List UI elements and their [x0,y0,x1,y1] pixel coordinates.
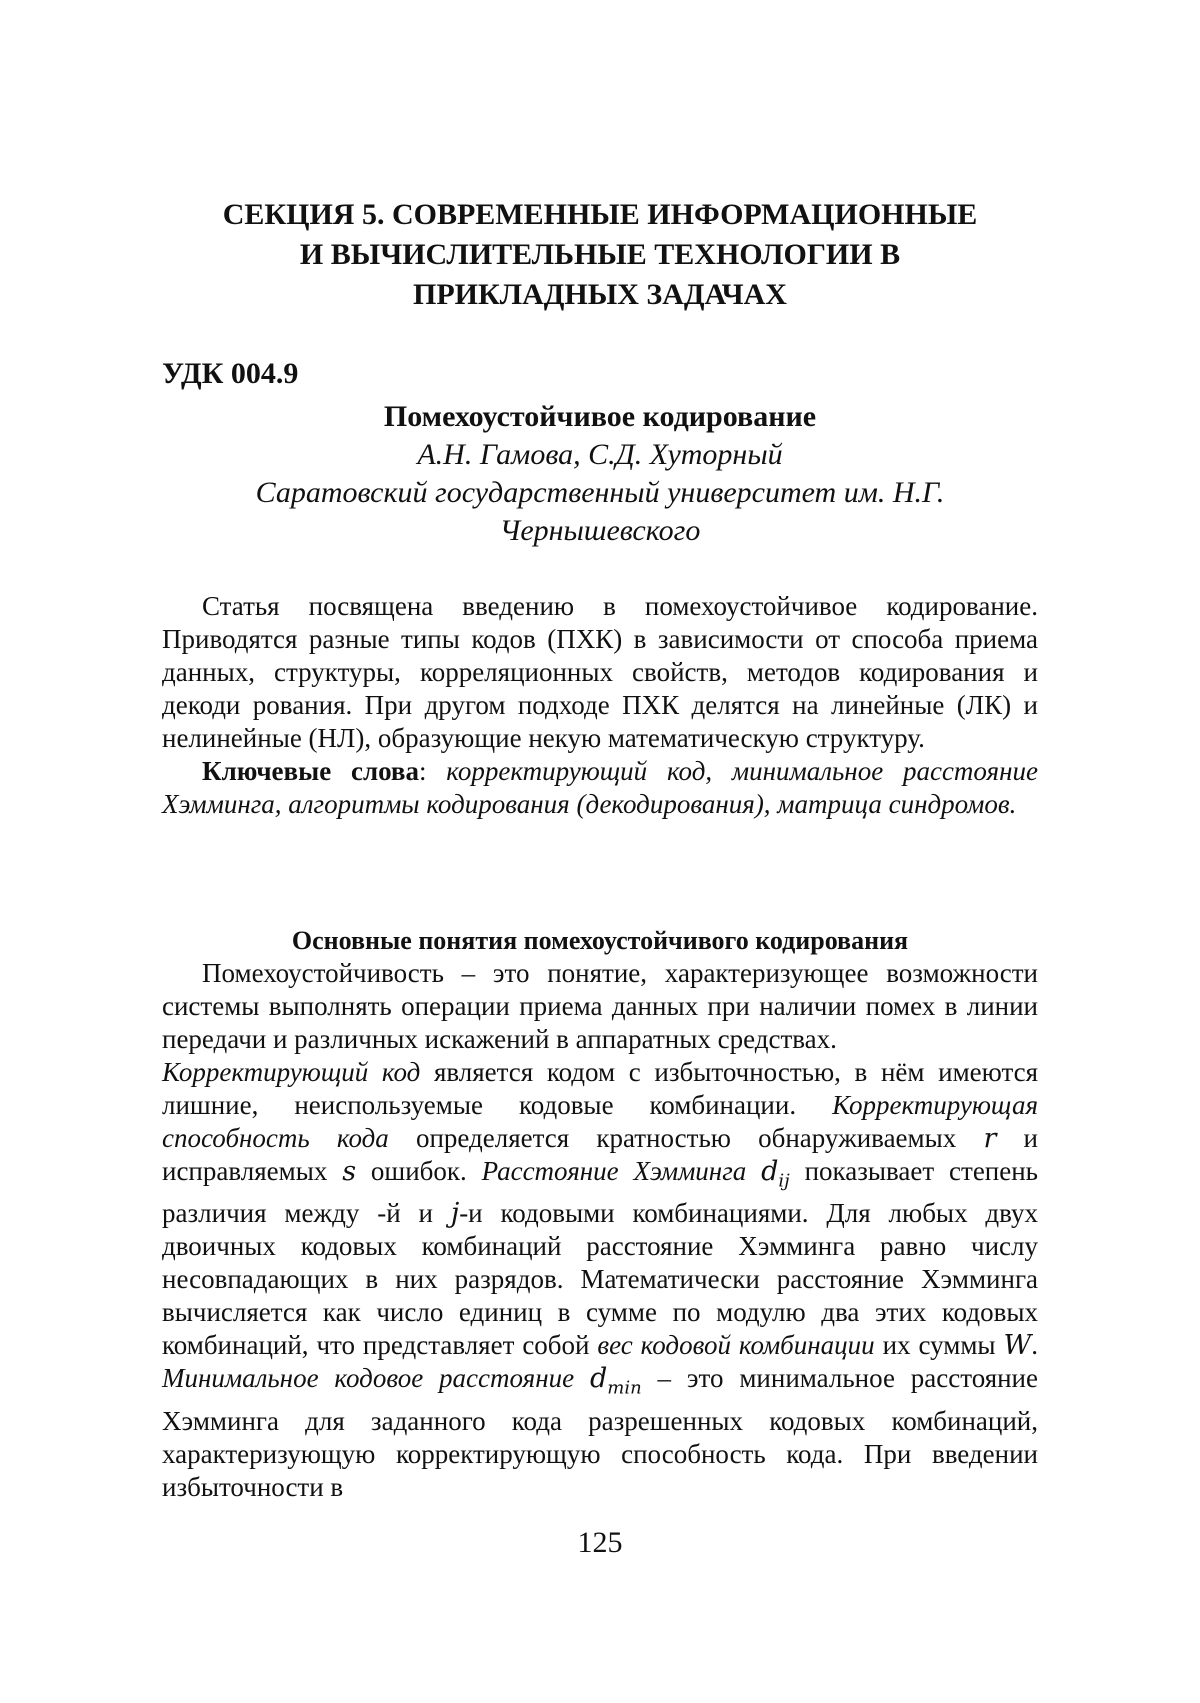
math-s: s [342,1156,356,1187]
math-d: d [590,1363,607,1394]
article-affiliation [162,474,1038,550]
text-run: определяется кратностью обнаруживаемых [389,1123,984,1153]
math-subscript-min: min [607,1378,641,1399]
affiliation-line: Чернышевского [162,512,1038,550]
term-code-weight: вес кодовой комбинации [597,1330,874,1360]
section-title-line: ПРИКЛАДНЫХ ЗАДАЧАХ [120,275,1080,315]
term-min-code-distance: Минимальное кодовое расстояние [162,1363,574,1393]
section-title-line: СЕКЦИЯ 5. СОВРЕМЕННЫЕ ИНФОРМАЦИОННЫЕ [120,195,1080,235]
term-correcting-code: Корректирующий код [162,1057,420,1087]
math-w: W [1003,1330,1031,1361]
article-authors: А.Н. Гамова, С.Д. Хуторный [162,436,1038,474]
section-title [120,195,1080,315]
paragraph-robustness: Помехоустойчивость – это понятие, характеризующее возможности системы выполнять операции приема данных при наличии помех в линии передачи и различных искажений в аппаратных средствах. [162,957,1038,1056]
keywords-label: Ключевые слова [202,756,419,786]
keywords-list: корректирующий код, минимальное расстояние Хэмминга, алгоритмы кодирования (декодирования), матрица синдромов. [162,756,1038,819]
math-r: r [983,1123,996,1154]
text-run: и исправляемых [162,1123,1038,1186]
text-run [574,1363,590,1393]
math-d-min [590,1363,642,1394]
text-run: . [1031,1330,1038,1360]
term-correcting-ability: Корректирующая способность кода [162,1090,1038,1153]
abstract-block [162,590,1038,821]
text-run: -и кодовыми комбинациями. Для любых двух двоичных кодовых комбинаций расстояние Хэмминга равно числу несовпадающих в них разрядов. Математически расстояние Хэмминга вычисляется как число единиц в сумме по модулю два этих кодовых комбинаций, что представляет собой [162,1198,1038,1360]
main-text [162,957,1038,1504]
article-header [162,398,1038,550]
math-subscript-ij: ij [778,1170,789,1191]
affiliation-line: Саратовский государственный университет им. Н.Г. [162,474,1038,512]
text-run [746,1156,761,1186]
math-d-ij [761,1156,790,1187]
article-title: Помехоустойчивое кодирование [162,398,1038,436]
text-run: ошибок. [356,1156,482,1186]
paragraph-definitions [162,1056,1038,1504]
term-hamming-distance: Расстояние Хэмминга [482,1156,747,1186]
section-title-line: И ВЫЧИСЛИТЕЛЬНЫЕ ТЕХНОЛОГИИ В [120,235,1080,275]
math-d: d [761,1156,778,1187]
section-subheading: Основные понятия помехоустойчивого кодирования [162,924,1038,957]
page-number: 125 [0,1525,1200,1561]
text-run: является кодом с избыточностью, в нём имеются лишние, неиспользуемые кодовые комбинации. [162,1057,1038,1120]
document-page [0,0,1200,1703]
abstract-text: Статья посвящена введению в помехоустойчивое кодирование. Приводятся разные типы кодов (ПХК) в зависимости от способа приема данных, структуры, корреляционных свойств, методов кодирования и декоди рования. При другом подходе ПХК делятся на линейные (ЛК) и нелинейные (НЛ), образующие некую математическую структуру. [162,590,1038,755]
udk-code: УДК 004.9 [162,355,298,393]
text-run: – это минимальное расстояние Хэмминга для заданного кода разрешенных кодовых комбинаций, характеризующую корректирующую способность кода. При введении избыточности в [162,1363,1038,1501]
math-j: j [451,1198,459,1229]
keywords-separator: : [419,756,446,786]
keywords-paragraph [162,755,1038,821]
text-run: их суммы [875,1330,1004,1360]
text-run: показывает степень различия между -й и [162,1156,1038,1228]
